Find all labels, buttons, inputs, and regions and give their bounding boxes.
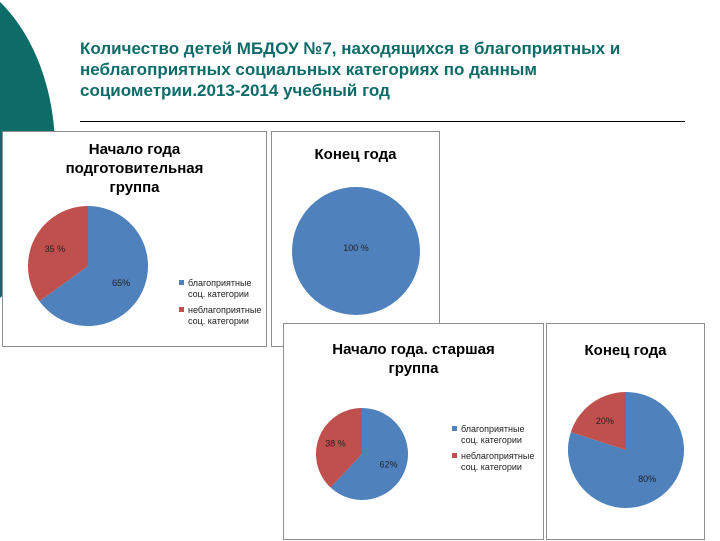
- slide-title: Количество детей МБДОУ №7, находящихся в благоприятных и неблагоприятных социальных категориях по данным социометрии.2013-2014 учебный год: [80, 39, 621, 100]
- pie-data-label: 38 %: [325, 438, 346, 449]
- chart-senior-group-start: [283, 323, 544, 540]
- chart-title: Конец года: [584, 342, 667, 359]
- legend-swatch: [452, 426, 457, 431]
- chart-legend: [452, 424, 542, 478]
- legend-label: неблагоприятные соц. категории: [461, 451, 535, 472]
- pie-chart: [272, 132, 441, 348]
- legend-item-favorable: [452, 424, 542, 446]
- legend-item-unfavorable: [452, 451, 542, 473]
- legend-swatch: [179, 280, 184, 285]
- chart-title: Конец года: [314, 146, 397, 163]
- chart-prep-group-start: [2, 131, 267, 347]
- pie-data-label: 100 %: [343, 242, 369, 253]
- chart-title: Начало года подготовительная группа: [65, 141, 204, 196]
- chart-prep-group-end: [271, 131, 440, 347]
- pie-data-label: 65%: [112, 277, 131, 288]
- chart-legend: [179, 278, 265, 332]
- legend-swatch: [452, 453, 457, 458]
- legend-item-favorable: [179, 278, 265, 300]
- legend-label: благоприятные соц. категории: [461, 424, 525, 445]
- pie-data-label: 80%: [638, 474, 657, 485]
- legend-label: неблагоприятные соц. категории: [188, 305, 262, 326]
- pie-data-label: 62%: [379, 459, 398, 470]
- pie-chart: [547, 324, 706, 541]
- pie-data-label: 35 %: [44, 244, 66, 255]
- chart-title: Начало года. старшая группа: [332, 341, 495, 377]
- pie-data-label: 20%: [595, 415, 614, 426]
- chart-senior-group-end: [546, 323, 705, 540]
- title-underline: [80, 121, 685, 122]
- legend-item-unfavorable: [179, 305, 265, 327]
- legend-label: благоприятные соц. категории: [188, 278, 252, 299]
- legend-swatch: [179, 307, 184, 312]
